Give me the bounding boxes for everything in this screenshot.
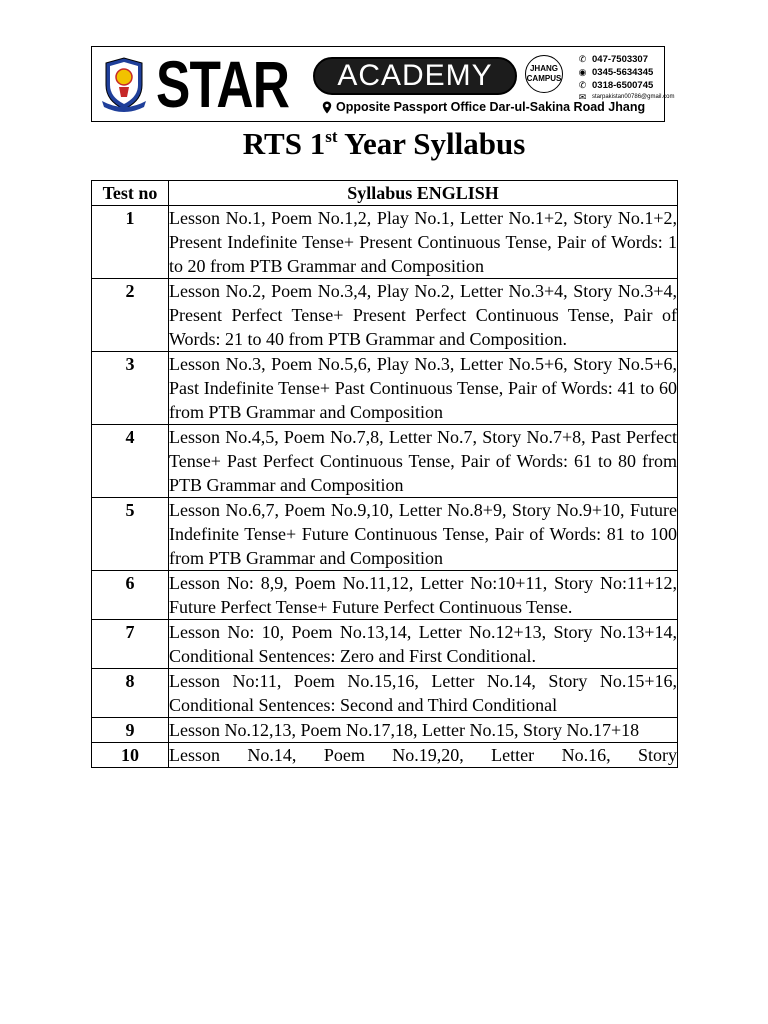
phone-icon: ✆: [578, 54, 587, 64]
address-text: Opposite Passport Office Dar-ul-Sakina Road Jhang: [336, 100, 646, 114]
whatsapp-icon: ◉: [578, 67, 587, 77]
syllabus-text: Lesson No.1, Poem No.1,2, Play No.1, Letter No.1+2, Story No.1+2, Present Indefinite Tense+ Present Continuous Tense, Pair of Words: 1 to 20 from PTB Grammar and Composition: [169, 206, 678, 279]
table-row: [92, 620, 678, 669]
contact-info: [578, 53, 674, 102]
test-number: 9: [92, 718, 169, 743]
test-number: 5: [92, 498, 169, 571]
email-icon: ✉: [578, 92, 587, 102]
phone-2: 0345-5634345: [592, 67, 654, 78]
syllabus-text: Lesson No.6,7, Poem No.9,10, Letter No.8+9, Story No.9+10, Future Indefinite Tense+ Future Continuous Tense, Pair of Words: 81 to 100 from PTB Grammar and Composition: [169, 498, 678, 571]
title-superscript: st: [325, 127, 338, 146]
mobile-icon: ✆: [578, 80, 587, 90]
syllabus-text: Lesson No:11, Poem No.15,16, Letter No.14, Story No.15+16, Conditional Sentences: Second and Third Conditional: [169, 669, 678, 718]
location-pin-icon: [322, 101, 332, 114]
syllabus-text: Lesson No.14, Poem No.19,20, Letter No.16, Story: [169, 743, 678, 768]
table-row: [92, 669, 678, 718]
brand-academy-badge: ACADEMY: [313, 57, 517, 95]
campus-badge: [525, 55, 563, 93]
syllabus-text: Lesson No: 10, Poem No.13,14, Letter No.12+13, Story No.13+14, Conditional Sentences: Zero and First Conditional.: [169, 620, 678, 669]
campus-line-1: JHANG: [529, 64, 558, 73]
phone-3: 0318-6500745: [592, 80, 654, 91]
test-number: 4: [92, 425, 169, 498]
table-row: [92, 571, 678, 620]
header-banner: [91, 46, 675, 122]
campus-line-2: CAMPUS: [526, 74, 562, 83]
title-main: RTS 1: [242, 126, 326, 161]
table-row: [92, 352, 678, 425]
syllabus-text: Lesson No.12,13, Poem No.17,18, Letter No.15, Story No.17+18: [169, 718, 678, 743]
header-test-no: Test no: [92, 181, 169, 206]
table-row: [92, 743, 678, 768]
table-row: [92, 425, 678, 498]
table-header-row: [92, 181, 678, 206]
page-title: [0, 124, 768, 164]
syllabus-text: Lesson No.3, Poem No.5,6, Play No.3, Letter No.5+6, Story No.5+6, Past Indefinite Tense+ Past Continuous Tense, Pair of Words: 41 to 60 from PTB Grammar and Composition: [169, 352, 678, 425]
title-rest: Year Syllabus: [337, 126, 526, 161]
table-row: [92, 718, 678, 743]
test-number: 1: [92, 206, 169, 279]
header-syllabus: Syllabus ENGLISH: [169, 181, 678, 206]
test-number: 8: [92, 669, 169, 718]
test-number: 3: [92, 352, 169, 425]
table-row: [92, 498, 678, 571]
phone-1: 047-7503307: [592, 54, 648, 65]
syllabus-text: Lesson No: 8,9, Poem No.11,12, Letter No:10+11, Story No:11+12, Future Perfect Tense+ Future Perfect Continuous Tense.: [169, 571, 678, 620]
school-crest-icon: [100, 55, 148, 113]
brand-star-text: STAR: [156, 47, 290, 121]
syllabus-text: Lesson No.2, Poem No.3,4, Play No.2, Letter No.3+4, Story No.3+4, Present Perfect Tense+ Present Perfect Continuous Tense, Pair of Words: 21 to 40 from PTB Grammar and Composition.: [169, 279, 678, 352]
syllabus-text: Lesson No.4,5, Poem No.7,8, Letter No.7, Story No.7+8, Past Perfect Tense+ Past Perfect Continuous Tense, Pair of Words: 61 to 80 from PTB Grammar and Composition: [169, 425, 678, 498]
table-row: [92, 279, 678, 352]
table-row: [92, 206, 678, 279]
test-number: 7: [92, 620, 169, 669]
test-number: 10: [92, 743, 169, 768]
test-number: 6: [92, 571, 169, 620]
email-text: starpakistan00786@gmail.com: [592, 94, 675, 100]
test-number: 2: [92, 279, 169, 352]
syllabus-table: [91, 180, 678, 768]
